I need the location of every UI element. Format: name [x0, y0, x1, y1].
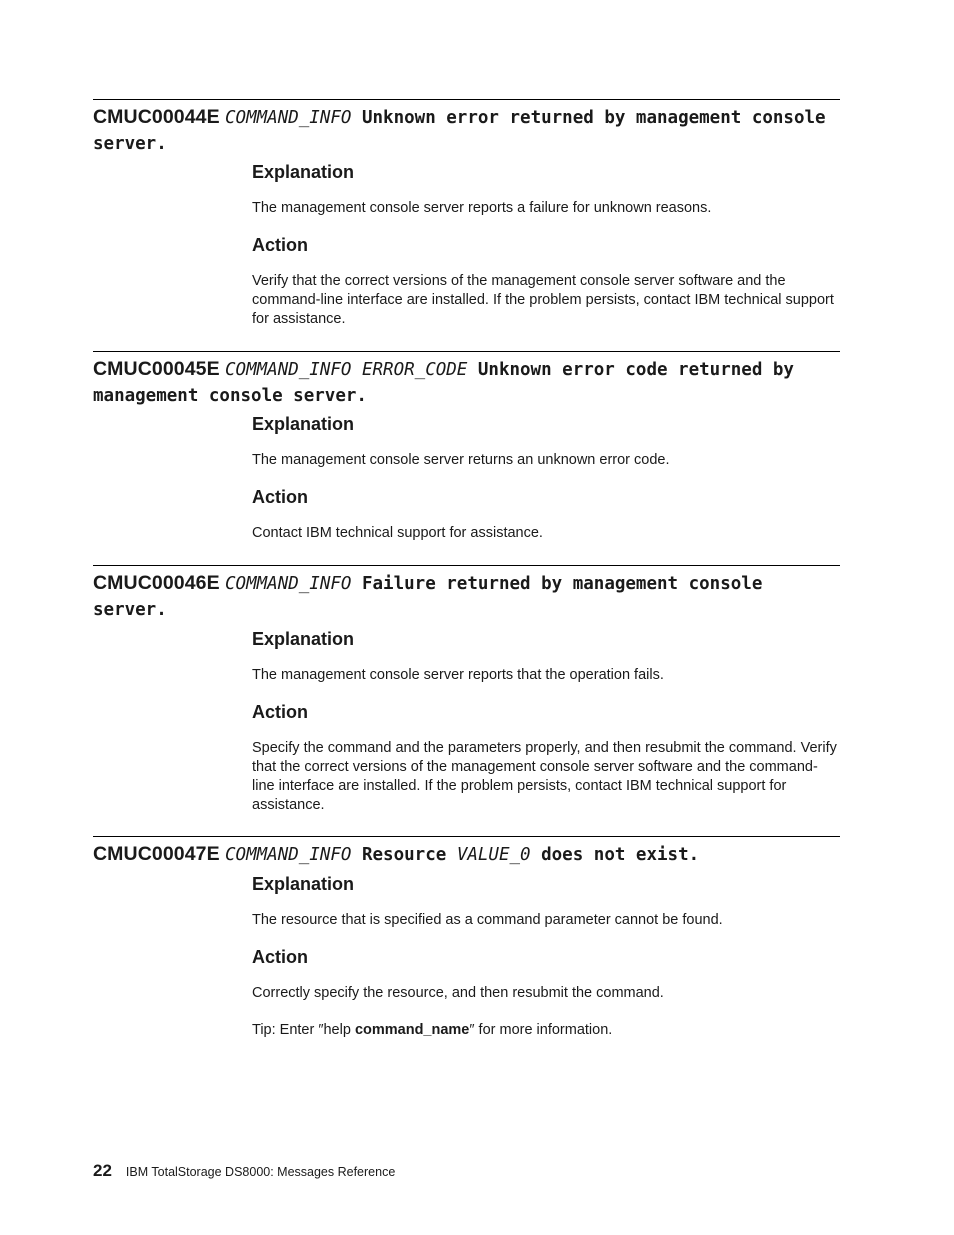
message-body [252, 413, 840, 543]
explanation-heading: Explanation [252, 162, 355, 182]
action-text: Verify that the correct versions of the management console server software and the command-line interface are installed. If the problem persists, contact IBM technical support for assistance. [252, 273, 834, 327]
message-body [252, 161, 840, 329]
message-heading [93, 100, 840, 157]
message-text: does not exist. [530, 845, 700, 865]
message-cmuc00047e [93, 836, 840, 1040]
tip-suffix: ″ for more information. [469, 1022, 613, 1038]
explanation-text: The resource that is specified as a command parameter cannot be found. [252, 912, 723, 928]
action-heading: Action [252, 235, 308, 255]
action-text: Specify the command and the parameters properly, and then resubmit the command. Verify that the correct versions of the management console server software and the command-line interface are installed. If the problem persists, contact IBM technical support for assistance. [252, 740, 837, 813]
explanation-heading: Explanation [252, 874, 355, 894]
footer-title: IBM TotalStorage DS8000: Messages Reference [125, 1165, 396, 1179]
explanation-heading: Explanation [252, 629, 355, 649]
message-variable: COMMAND_INFO ERROR_CODE [225, 360, 468, 380]
message-text: Failure returned by management console server. [93, 574, 763, 620]
message-body [252, 873, 840, 1040]
message-variable: VALUE_0 [456, 845, 531, 865]
explanation-text: The management console server reports that the operation fails. [252, 667, 664, 683]
message-cmuc00044e [93, 99, 840, 329]
message-id: CMUC00045E [93, 358, 220, 380]
message-id: CMUC00046E [93, 572, 220, 594]
message-variable: COMMAND_INFO [225, 108, 352, 128]
tip-command: command_name [354, 1022, 470, 1038]
action-heading: Action [252, 702, 308, 722]
message-body [252, 628, 840, 815]
explanation-text: The management console server returns an unknown error code. [252, 452, 670, 468]
message-cmuc00045e [93, 351, 840, 543]
message-id: CMUC00044E [93, 106, 220, 128]
explanation-heading: Explanation [252, 414, 355, 434]
action-text: Contact IBM technical support for assistance. [252, 525, 543, 541]
explanation-text: The management console server reports a failure for unknown reasons. [252, 200, 712, 216]
message-id: CMUC00047E [93, 843, 220, 865]
message-heading [93, 566, 840, 623]
action-heading: Action [252, 487, 308, 507]
message-variable: COMMAND_INFO [225, 845, 352, 865]
page-footer [93, 1161, 395, 1181]
message-heading [93, 352, 840, 409]
message-text: Unknown error returned by management console server. [93, 108, 826, 154]
message-text: Resource [351, 845, 457, 865]
message-text: Unknown error code returned by management console server. [93, 360, 794, 406]
page-number: 22 [93, 1161, 112, 1180]
action-text: Correctly specify the resource, and then resubmit the command. [252, 985, 664, 1001]
message-cmuc00046e [93, 565, 840, 815]
tip-prefix: Tip: Enter ″help [252, 1022, 355, 1038]
message-variable: COMMAND_INFO [225, 574, 352, 594]
action-heading: Action [252, 947, 308, 967]
tip-text [252, 1021, 840, 1040]
message-heading [93, 837, 840, 868]
